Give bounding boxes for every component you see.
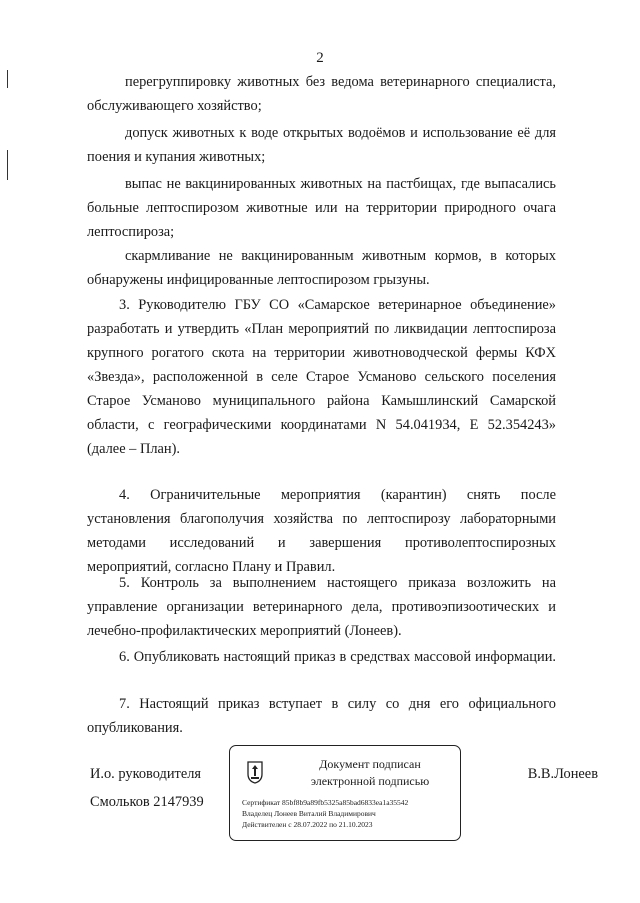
stamp-subtitle: электронной подписью	[310, 774, 430, 788]
paragraph: 4. Ограничительные мероприятия (карантин) снять после установления благополучия хозяйства по лептоспирозу лабораторными методами исследований и завершения противолептоспирозных мероприятий, согласно Плану и Правил.	[87, 487, 556, 575]
stamp-owner: Владелец Лонеев Виталий Владимирович	[242, 809, 376, 818]
coat-of-arms-icon	[246, 760, 264, 784]
stamp-title: Документ подписан	[319, 757, 421, 771]
executor-info: Смольков 2147939	[90, 794, 204, 810]
left-edge-mark	[7, 70, 8, 88]
page-number: 2	[316, 50, 324, 66]
paragraph: 6. Опубликовать настоящий приказ в средствах массовой информации.	[119, 649, 556, 665]
signer-name: В.В.Лонеев	[527, 766, 598, 782]
left-edge-mark	[7, 150, 8, 180]
stamp-certificate: Сертификат 85bf8b9a89fb5325a85bad6833ea1a35542	[242, 798, 409, 807]
signer-position: И.о. руководителя	[90, 766, 202, 782]
electronic-signature-stamp	[229, 745, 461, 841]
paragraph: выпас не вакцинированных животных на пастбищах, где выпасались больные лептоспирозом животные или на территории природного очага лептоспироза;	[87, 176, 556, 240]
stamp-validity: Действителен с 28.07.2022 по 21.10.2023	[242, 820, 373, 829]
paragraph: 3. Руководителю ГБУ СО «Самарское ветеринарное объединение» разработать и утвердить «План мероприятий по ликвидации лептоспироза крупного рогатого скота на территории животноводческой фермы КФХ «Звезда», расположенной в селе Старое Усманово сельского поселения Старое Усманово муниципального района Камышлинский Самарской области, с географическими координатами N 54.041934, E 52.354243» (далее – План).	[87, 297, 556, 457]
paragraph: 5. Контроль за выполнением настоящего приказа возложить на управление организации ветеринарного дела, противоэпизоотических и лечебно-профилактических мероприятий (Лонеев).	[87, 575, 556, 639]
paragraph: 7. Настоящий приказ вступает в силу со дня его официального опубликования.	[87, 696, 556, 736]
paragraph: перегруппировку животных без ведома ветеринарного специалиста, обслуживающего хозяйство;	[87, 74, 556, 114]
paragraph: скармливание не вакцинированным животным кормов, в которых обнаружены инфицированные лептоспирозом грызуны.	[87, 248, 556, 288]
paragraph: допуск животных к воде открытых водоёмов и использование её для поения и купания животных;	[87, 125, 556, 165]
